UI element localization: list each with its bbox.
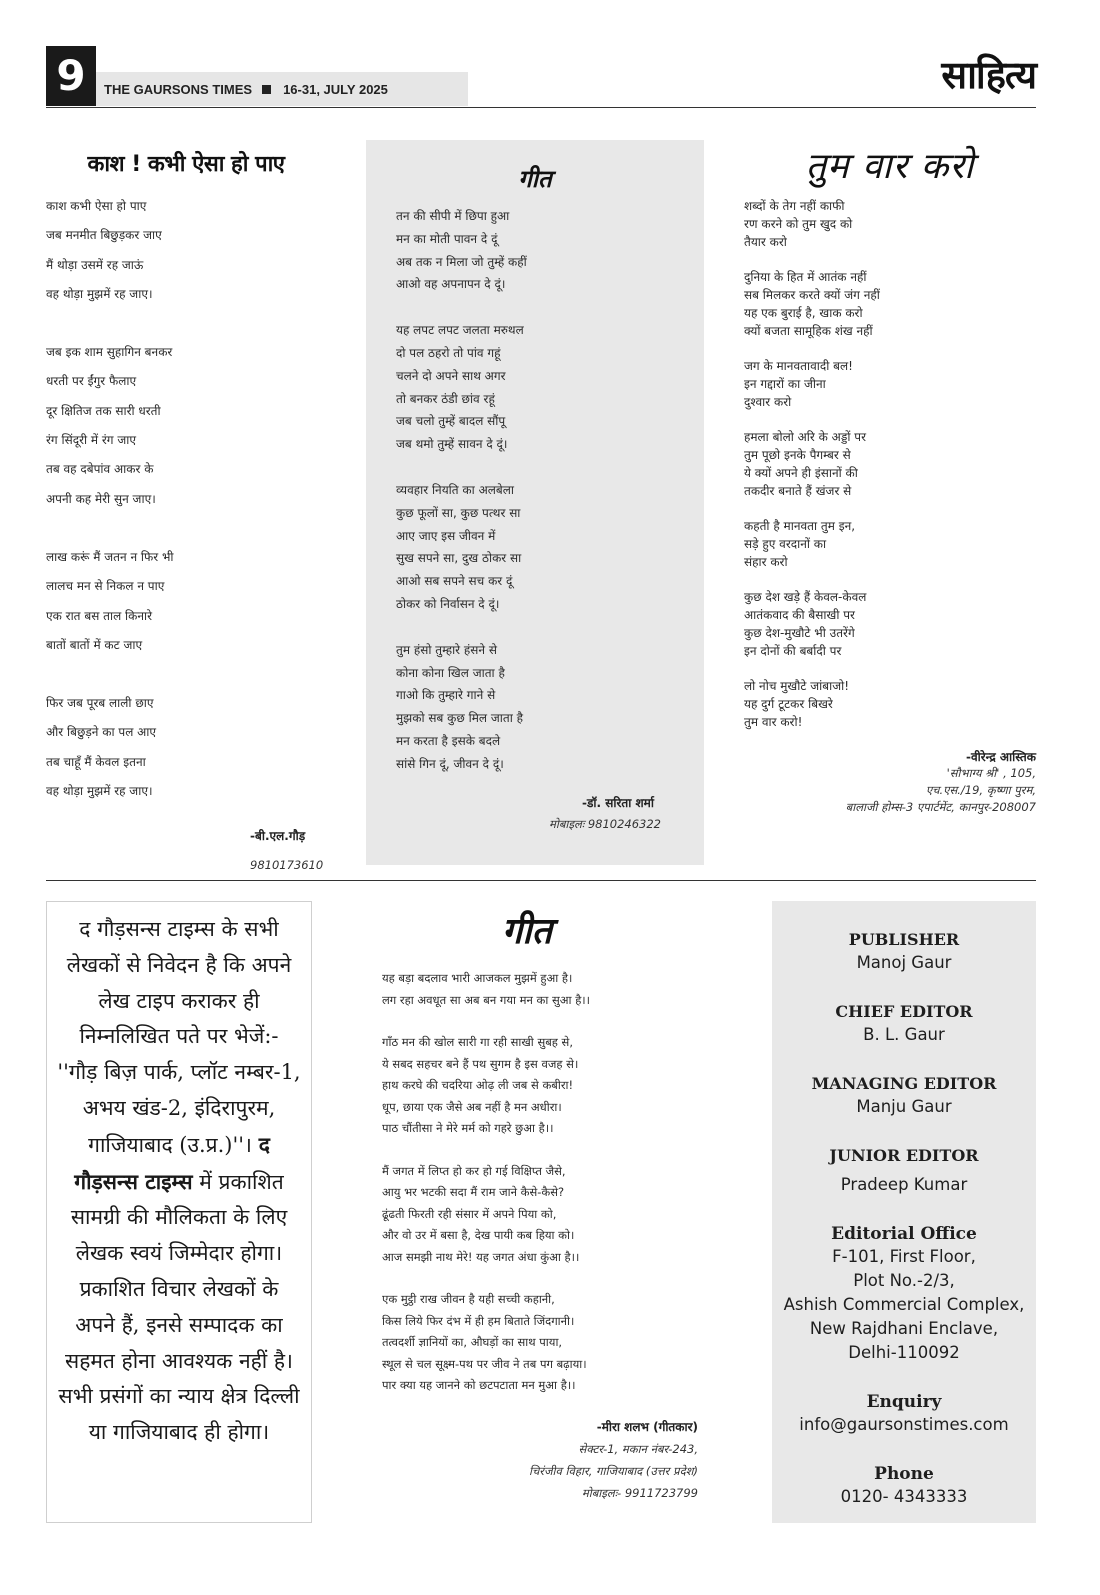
poem-author: -मीरा शलभ (गीतकार) [596,1419,698,1434]
managing-editor-label: MANAGING EDITOR [811,1074,997,1093]
poem-line: हमला बोलो अरि के अड्डों पर [744,430,866,444]
issue-date: 16-31, JULY 2025 [283,82,388,97]
section-divider [46,880,1036,881]
poem-line: एक रात बस ताल किनारे [46,608,153,623]
chief-editor-block [772,1001,1036,1047]
poem-title: तुम वार करो [805,146,975,187]
poem-line: तत्वदर्शी ज्ञानियों का, औघड़ों का साथ पाया, [382,1335,563,1349]
poem-line: फिर जब पूरब लाली छाए [46,696,154,711]
author-address-1: सेक्टर-1, मकान नंबर-243, [578,1441,698,1456]
poem-stanza [744,588,1036,660]
poem-line: संहार करो [744,555,788,569]
poem-line: लाख करूं मैं जतन न फिर भी [46,549,174,564]
poem-line: आज समझी नाथ मेरे! यह जगत अंधा कुंआ है।। [382,1249,580,1264]
poem-line: रण करने को तुम खुद को [744,217,853,231]
poem-line: जब थमो तुम्हें सावन दे दूं। [396,437,508,452]
poem-line: गाँठ मन की खोल सारी गा रही साखी सुबह से, [382,1035,573,1049]
poem-line: और बिछुड़ने का पल आए [46,725,157,740]
poem-line: यह लपट लपट जलता मरुथल [396,323,524,338]
author-address-3: बालाजी होम्स-3 एपार्टमेंट, कानपुर-208007 [845,800,1036,814]
poem-line: दूर क्षितिज तक सारी धरती [46,403,161,418]
poem-line: सड़े हुए वरदानों का [744,537,827,551]
masthead-bar [96,72,468,106]
poem-line: तो बनकर ठंडी छांव रहूं [396,391,495,406]
poem-line: कोना कोना खिल जाता है [396,665,505,680]
poem-line: तब चाहूँ मैं केवल इतना [46,754,146,769]
poem-line: स्थूल से चल सूक्ष्म-पथ पर जीव ने तब पग बढ़ाया। [382,1356,587,1371]
poem-title: गीत [501,911,553,952]
poem-line: पाठ चौंतीसा ने मेरे मर्म को गहरे छुआ है।। [382,1121,554,1135]
junior-editor-block [772,1145,1036,1197]
poem-tum-vaar-karo [744,140,1036,816]
poem-stanza [744,677,1036,731]
enquiry-block [772,1391,1036,1437]
poem-stanza [744,268,1036,340]
poem-line: तुम पूछो इनके पैगम्बर से [744,448,851,462]
managing-editor-block [772,1073,1036,1119]
poem-kaash [46,148,336,872]
author-address-1: 'सौभाग्य श्री' , 105, [946,766,1036,780]
poem-title: काश ! कभी ऐसा हो पाए [87,152,285,177]
poem-body [46,192,336,806]
poem-line: ये क्यों अपने ही इंसानों की [744,466,858,480]
poem-line: धरती पर ईंगुर फैलाए [46,374,137,389]
poem-line: हाथ करघे की चदरिया ओढ़ ली जब से कबीरा! [382,1078,574,1092]
poem-stanza [46,192,336,309]
publisher-block [772,929,1036,975]
poem-stanza [382,1289,722,1397]
poem-line: बातों बातों में कट जाए [46,637,143,652]
page-header [46,46,1036,108]
junior-editor-name: Pradeep Kumar [840,1175,968,1194]
managing-editor-name: Manju Gaur [856,1097,952,1116]
poem-stanza [396,319,704,456]
author-address-2: चिरंजीव विहार, गाजियाबाद (उत्तर प्रदेश) [529,1463,698,1478]
poem-line: सांसे गिन दूं, जीवन दे दूं। [396,756,504,771]
poem-line: दुनिया के हित में आतंक नहीं [744,270,867,284]
poem-geet-1 [366,140,704,865]
poem-line: गाओ कि तुम्हारे गाने से [396,688,496,703]
staff-box [772,901,1036,1523]
poem-line: तन की सीपी में छिपा हुआ [396,209,510,223]
office-address-2: Plot No.-2/3, [853,1271,955,1290]
poem-line: मुझको सब कुछ मिल जाता है [396,711,523,726]
enquiry-label: Enquiry [866,1392,942,1412]
poem-line: जग के मानवतावादी बल! [744,359,853,373]
poem-line: लग रहा अवधूत सा अब बन गया मन का सुआ है।। [382,992,591,1007]
poem-line: आतंकवाद की बैसाखी पर [744,608,855,622]
poem-stanza [382,1161,722,1269]
poem-line: अब तक न मिला जो तुम्हें कहीं [396,254,527,269]
poem-line: और वो उर में बसा है, देख पायी कब हिया को। [382,1228,575,1242]
poem-author: -बी.एल.गौड़ [250,829,306,844]
poem-line: ढूंढती फिरती रही संसार में अपने पिया को, [382,1206,557,1221]
publisher-name: Manoj Gaur [856,953,952,972]
poem-line: काश कभी ऐसा हो पाए [46,199,147,213]
poem-stanza [396,205,704,296]
poem-stanza [396,479,704,616]
poem-line: मैं थोड़ा उसमें रह जाऊं [46,257,144,272]
poem-line: कुछ देश-मुखौटे भी उतरेंगे [744,626,855,640]
poem-line: लालच मन से निकल न पाए [46,579,165,594]
enquiry-email[interactable]: info@gaursonstimes.com [799,1415,1009,1434]
poem-line: जब मनमीत बिछुड़कर जाए [46,228,162,243]
poem-line: आए जाए इस जीवन में [396,528,496,543]
poem-line: इन दोनों की बर्बादी पर [744,644,842,658]
poem-line: दो पल ठहरो तो पांव गहूं [396,345,501,360]
poem-line: वह थोड़ा मुझमें रह जाए। [46,286,153,301]
writers-notice [46,901,312,1523]
junior-editor-label: JUNIOR EDITOR [829,1146,979,1165]
publisher-label: PUBLISHER [848,930,960,949]
poem-line: सब मिलकर करते क्यों जंग नहीं [744,288,880,302]
office-address-3: Ashish Commercial Complex, [783,1295,1025,1314]
poem-line: किस लिये फिर दंभ में ही हम बिताते जिंदगानी। [382,1313,575,1328]
poem-title: गीत [518,165,552,193]
poem-line: वह थोड़ा मुझमें रह जाए। [46,784,153,799]
poem-line: ये सबद सहचर बने हैं पथ सुगम है इस वजह से। [382,1056,579,1071]
poem-stanza [744,517,1036,571]
phone-label: Phone [874,1464,934,1484]
poem-line: एक मुट्ठी राख जीवन है यही सच्ची कहानी, [382,1292,555,1306]
poem-line: कुछ फूलों सा, कुछ पत्थर सा [396,505,521,520]
poem-line: तैयार करो [744,235,787,249]
poem-line: रंग सिंदूरी में रंग जाए [46,433,137,448]
poem-line: मैं जगत में लिप्त हो कर हो गई विक्षिप्त जैसे, [382,1163,566,1178]
poem-stanza [396,639,704,776]
editorial-office-block [772,1223,1036,1365]
poem-line: ठोकर को निर्वासन दे दूं। [396,596,500,611]
poem-stanza [744,197,1036,251]
phone-block [772,1463,1036,1509]
poem-line: आओ सब सपने सच कर दूं [396,574,513,589]
poem-stanza [46,543,336,660]
poem-stanza [46,338,336,514]
author-phone: 9810173610 [250,858,324,873]
poem-line: पार क्या यह जानने को छटपटाता मन मुआ है।। [382,1378,576,1392]
poem-body [396,205,704,776]
poem-line: व्यवहार नियति का अलबेला [396,482,514,497]
phone-number: 0120- 4343333 [840,1487,968,1506]
poem-line: यह दुर्ग टूटकर बिखरे [744,697,833,711]
poem-stanza [382,968,722,1011]
poem-author: -डॉ. सरिता शर्मा [582,795,654,810]
notice-text: द गौड़सन्स टाइम्स के सभी लेखकों से निवेदन है कि अपने लेख टाइप कराकर ही निम्नलिखित पते पर भेजें:- ''गौड़ बिज़ पार्क, प्लॉट नम्बर-1, अभय खंड-2, इंदिरापुरम, गाजियाबाद (उ.प्र.)''। द गौड़सन्स टाइम्स में प्रकाशित सामग्री की मौलिकता के लिए लेखक स्वयं जिम्मेदार होगा। प्रकाशित विचार लेखकों के अपने हैं, इनसे सम्पादक का सहमत होना आवश्यक नहीं है। सभी प्रसंगों का न्याय क्षेत्र दिल्ली या गाजियाबाद ही होगा। [57,917,301,1445]
poem-body [744,197,1036,731]
section-title: साहित्य [941,53,1036,97]
poem-author: -वीरेन्द्र आस्तिक [965,750,1036,764]
poem-line: यह एक बुराई है, खाक करो [744,306,863,320]
office-address-1: F-101, First Floor, [832,1247,976,1266]
poem-line: कुछ देश खड़े हैं केवल-केवल [744,590,867,604]
office-address-4: New Rajdhani Enclave, [809,1319,999,1338]
poem-line: क्यों बजता सामूहिक शंख नहीं [744,324,873,338]
author-address-2: एच.एस./19, कृष्णा पुरम, [925,783,1036,797]
poem-geet-2 [382,905,722,1504]
poem-line: मन का मोती पावन दे दूं [396,231,498,246]
author-phone: मोबाइलः 9810246322 [549,816,661,831]
poem-line: तब वह दबेपांव आकर के [46,462,154,477]
poem-line: कहती है मानवता तुम इन, [744,519,856,533]
poem-line: तकदीर बनाते हैं खंजर से [744,484,852,498]
poem-line: दुश्वार करो [744,395,792,409]
poem-line: आओ वह अपनापन दे दूं। [396,277,506,292]
poem-line: जब इक शाम सुहागिन बनकर [46,345,173,360]
poem-line: सुख सपने सा, दुख ठोकर सा [396,551,522,566]
author-block [744,748,1036,816]
poem-line: शब्दों के तेग नहीं काफी [744,199,845,213]
notice-paper-name: द गौड़सन्स टाइम्स [74,1131,270,1194]
poem-line: मन करता है इसके बदले [396,733,501,748]
poem-line: यह बड़ा बदलाव भारी आजकल मुझमें हुआ है। [382,971,573,985]
poem-line: आयु भर भटकी सदा मैं राम जाने कैसे-कैसे? [382,1185,565,1199]
poem-line: इन गद्दारों का जीना [744,377,826,391]
chief-editor-label: CHIEF EDITOR [835,1002,973,1021]
poem-line: चलने दो अपने साथ अगर [396,368,506,383]
chief-editor-name: B. L. Gaur [863,1025,945,1044]
editorial-office-label: Editorial Office [831,1224,977,1244]
poem-stanza [382,1032,722,1140]
author-block [382,1416,698,1504]
paper-name: THE GAURSONS TIMES [104,82,253,97]
page-number: 9 [46,46,96,106]
poem-line: तुम वार करो! [744,715,803,729]
poem-line: लो नोच मुखौटे जांबाजो! [744,679,850,693]
poem-line: तुम हंसो तुम्हारे हंसने से [396,642,497,657]
poem-line: जब चलो तुम्हें बादल सौंपू [396,414,506,429]
office-address-5: Delhi-110092 [848,1343,960,1362]
poem-stanza [46,689,336,806]
poem-line: धूप, छाया एक जैसे अब नहीं है मन अधीरा। [382,1099,562,1114]
poem-stanza [744,428,1036,500]
poem-body [382,968,722,1397]
author-phone: मोबाइलः- 9911723799 [581,1485,698,1500]
poem-stanza [744,357,1036,411]
square-bullet-icon [262,85,271,94]
poem-line: अपनी कह मेरी सुन जाए। [46,491,156,506]
